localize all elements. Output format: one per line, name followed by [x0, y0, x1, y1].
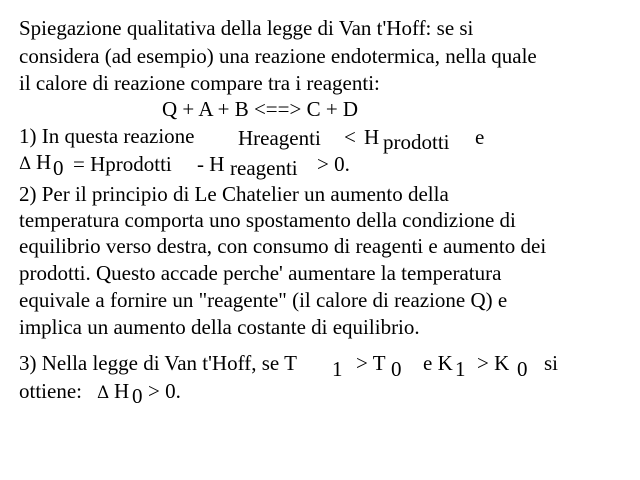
- point2-line-4: prodotti. Questo accade perche' aumentare la temperatura: [19, 261, 502, 285]
- t1-subscript: 1: [332, 357, 343, 381]
- intro-line-1: Spiegazione qualitativa della legge di Van t'Hoff: se si: [19, 16, 474, 40]
- k0-subscript: 0: [517, 357, 528, 381]
- and-e: e: [475, 125, 485, 149]
- greater-than-zero: > 0.: [317, 152, 350, 176]
- greater-than-t: > T: [356, 351, 386, 375]
- t0-subscript: 0: [391, 357, 402, 381]
- greater-than-k: > K: [477, 351, 510, 375]
- equals-hprodotti: = Hprodotti: [73, 152, 172, 176]
- delta-symbol: Δ: [19, 154, 32, 174]
- point2-line-2: temperatura comporta uno spostamento della condizione di: [19, 208, 516, 232]
- si: si: [544, 351, 559, 375]
- minus-h: - H: [197, 152, 225, 176]
- delta-h-2: H: [114, 379, 130, 403]
- intro-line-2: considera (ad esempio) una reazione endotermica, nella quale: [19, 44, 537, 68]
- ottiene: ottiene:: [19, 379, 82, 403]
- h-symbol: H: [364, 125, 380, 149]
- prodotti-sub: prodotti: [383, 130, 450, 154]
- delta-h: H: [36, 150, 52, 174]
- intro-line-3: il calore di reazione compare tra i reagenti:: [19, 71, 380, 95]
- point2-line-5: equivale a fornire un "reagente" (il calore di reazione Q) e: [19, 288, 508, 312]
- point3-text: 3) Nella legge di Van t'Hoff, se T: [19, 351, 297, 375]
- less-than: <: [344, 125, 356, 149]
- reagenti-sub: reagenti: [230, 156, 298, 180]
- point2-line-3: equilibrio verso destra, con consumo di reagenti e aumento dei: [19, 234, 547, 258]
- delta-h-subscript: 0: [53, 156, 64, 180]
- point2-line-1: 2) Per il principio di Le Chatelier un aumento della: [19, 182, 449, 206]
- h-reagenti: Hreagenti: [238, 126, 321, 150]
- and-k: e K: [423, 351, 453, 375]
- point2-line-6: implica un aumento della costante di equilibrio.: [19, 315, 420, 339]
- delta-h-subscript-2: 0: [132, 384, 143, 408]
- k1-subscript: 1: [455, 357, 466, 381]
- point1-text: 1) In questa reazione: [19, 124, 195, 148]
- equation: Q + A + B <==> C + D: [162, 97, 359, 121]
- greater-than-zero-2: > 0.: [148, 379, 181, 403]
- delta-symbol-2: Δ: [97, 383, 110, 403]
